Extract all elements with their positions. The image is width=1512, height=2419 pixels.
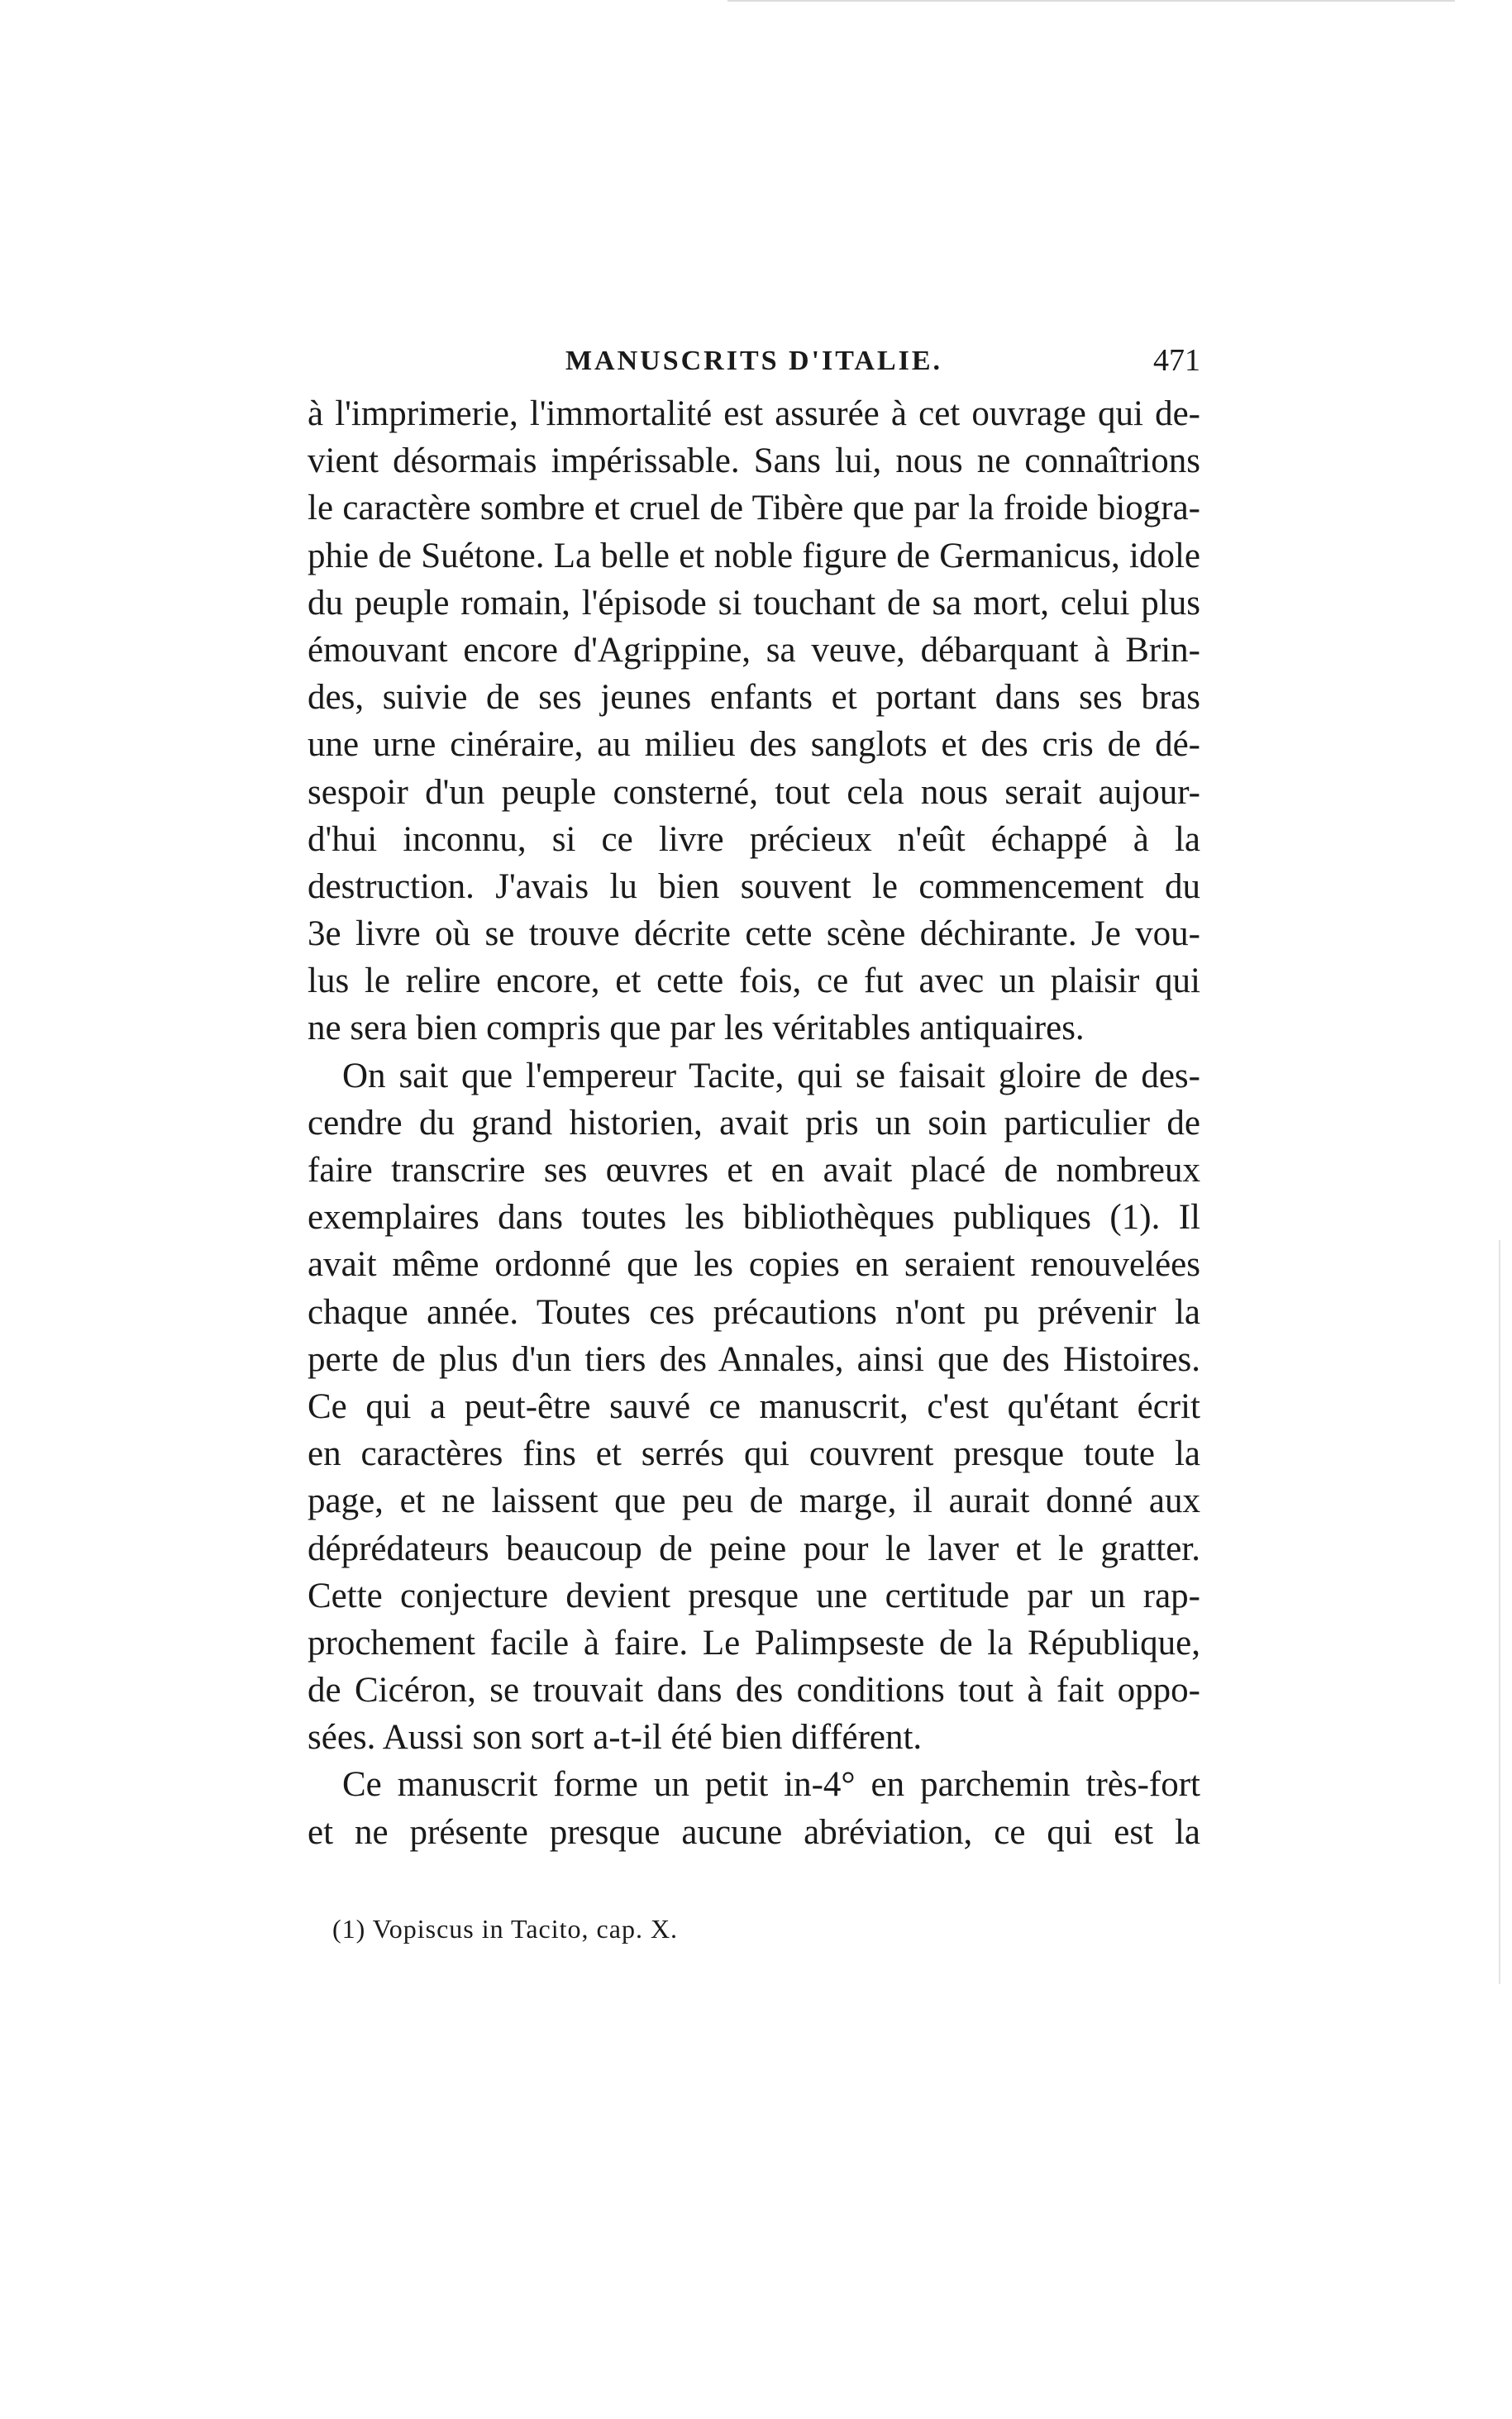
- running-title: MANUSCRITS D'ITALIE.: [565, 346, 943, 376]
- text-line: cendre du grand historien, avait pris un soin particulier de: [308, 1103, 1200, 1143]
- text-line: avait même ordonné que les copies en seraient renouvelées: [308, 1245, 1200, 1285]
- text-line: prochement facile à faire. Le Palimpseste de la République,: [308, 1623, 1200, 1663]
- text-line: vient désormais impérissable. Sans lui, nous ne connaîtrions: [308, 441, 1200, 481]
- body-text: [308, 390, 1200, 1856]
- text-line: perte de plus d'un tiers des Annales, ainsi que des Histoires.: [308, 1339, 1200, 1379]
- text-line: exemplaires dans toutes les bibliothèques publiques (1). Il: [308, 1198, 1200, 1238]
- text-line: lus le relire encore, et cette fois, ce fut avec un plaisir qui: [308, 961, 1200, 1001]
- text-line: déprédateurs beaucoup de peine pour le laver et le gratter.: [308, 1529, 1200, 1568]
- footnote: (1) Vopiscus in Tacito, cap. X.: [332, 1914, 679, 1944]
- text-line: 3e livre où se trouve décrite cette scène déchirante. Je vou-: [308, 914, 1200, 954]
- scan-edge-mark: [1499, 1240, 1500, 1984]
- scan-edge-mark: [727, 0, 1455, 2]
- text-line: page, et ne laissent que peu de marge, il aurait donné aux: [308, 1481, 1200, 1521]
- text-line: des, suivie de ses jeunes enfants et portant dans ses bras: [308, 678, 1200, 718]
- text-line: chaque année. Toutes ces précautions n'ont pu prévenir la: [308, 1292, 1200, 1332]
- text-line: du peuple romain, l'épisode si touchant de sa mort, celui plus: [308, 583, 1200, 623]
- text-line: ne sera bien compris que par les véritables antiquaires.: [308, 1009, 1085, 1048]
- text-line: une urne cinéraire, au milieu des sanglots et des cris de dé-: [308, 725, 1200, 765]
- text-line: Cette conjecture devient presque une certitude par un rap-: [308, 1576, 1200, 1615]
- text-line: destruction. J'avais lu bien souvent le commencement du: [308, 866, 1200, 906]
- text-line: de Cicéron, se trouvait dans des conditions tout à fait oppo-: [308, 1671, 1200, 1710]
- text-line: à l'imprimerie, l'immortalité est assurée à cet ouvrage qui de-: [308, 394, 1200, 433]
- text-line: Ce qui a peut-être sauvé ce manuscrit, c'est qu'étant écrit: [308, 1386, 1200, 1426]
- text-line: émouvant encore d'Agrippine, sa veuve, débarquant à Brin-: [308, 630, 1200, 670]
- running-head: [308, 343, 1200, 387]
- text-line: phie de Suétone. La belle et noble figure de Germanicus, idole: [308, 536, 1200, 575]
- text-line: sespoir d'un peuple consterné, tout cela nous serait aujour-: [308, 772, 1200, 812]
- text-line: Ce manuscrit forme un petit in-4° en parchemin très-fort: [342, 1765, 1200, 1805]
- text-line: faire transcrire ses œuvres et en avait placé de nombreux: [308, 1151, 1200, 1190]
- text-line: d'hui inconnu, si ce livre précieux n'eût échappé à la: [308, 819, 1200, 859]
- text-line: en caractères fins et serrés qui couvrent presque toute la: [308, 1434, 1200, 1474]
- text-line: et ne présente presque aucune abréviation, ce qui est la: [308, 1812, 1200, 1852]
- text-line: le caractère sombre et cruel de Tibère que par la froide biogra-: [308, 489, 1200, 528]
- text-line: On sait que l'empereur Tacite, qui se faisait gloire de des-: [342, 1056, 1200, 1095]
- page-number: 471: [1153, 343, 1200, 378]
- text-line: sées. Aussi son sort a-t-il été bien différent.: [308, 1718, 923, 1758]
